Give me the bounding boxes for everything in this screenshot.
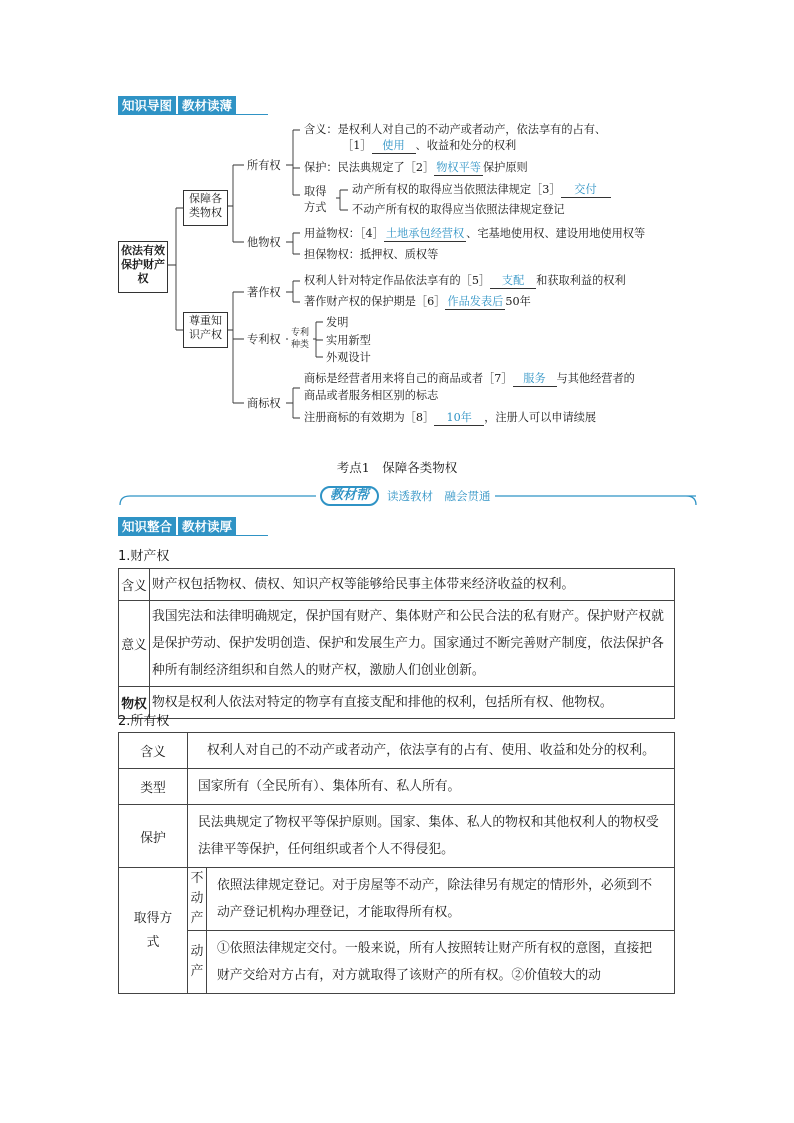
tag-left: 知识整合 bbox=[118, 517, 176, 536]
row-value: 国家所有（全民所有）、集体所有、私人所有。 bbox=[188, 769, 675, 805]
table-row bbox=[119, 687, 675, 719]
answer-4: 土地承包经营权 bbox=[385, 227, 465, 240]
tag-left: 知识导图 bbox=[118, 96, 176, 115]
root-node: 依法有效保护财产权 bbox=[118, 241, 168, 293]
tag-right: 教材读薄 bbox=[178, 96, 236, 115]
answer-8: 10年 bbox=[434, 410, 484, 426]
answer-3: 交付 bbox=[561, 182, 611, 198]
answer-6: 作品发表后 bbox=[447, 295, 504, 308]
table-row bbox=[119, 868, 675, 931]
knowledge-integration-tag bbox=[118, 517, 236, 536]
property-rights-table bbox=[118, 568, 675, 719]
protection-line: 保护：民法典规定了［2］ 物权平等 保护原则 bbox=[304, 161, 528, 174]
row-key: 类型 bbox=[119, 769, 188, 805]
row-value: 民法典规定了物权平等保护原则。国家、集体、私人的物权和其他权利人的物权受法律平等保护，任何组织或者个人不得侵犯。 bbox=[188, 805, 675, 868]
table-row bbox=[119, 733, 675, 769]
banner-badge: 教材帮 bbox=[320, 486, 379, 506]
ownership-label: 所有权 bbox=[247, 159, 281, 172]
row-value: 依照法律规定登记。对于房屋等不动产，除法律另有规定的情形外，必须到不动产登记机构办理登记，才能取得所有权。 bbox=[207, 868, 675, 931]
table-row bbox=[119, 931, 675, 994]
row-value: 财产权包括物权、债权、知识产权等能够给民事主体带来经济收益的权利。 bbox=[150, 569, 675, 601]
row-key: 含义 bbox=[119, 569, 150, 601]
row-value: 物权是权利人依法对特定的物享有直接支配和排他的权利，包括所有权、他物权。 bbox=[150, 687, 675, 719]
branch-property-rights: 保障各类物权 bbox=[183, 190, 228, 226]
table-row bbox=[119, 769, 675, 805]
meaning-line-2: ［1］ 使用 、收益和处分的权利 bbox=[342, 139, 517, 152]
row-key: 取得方式 bbox=[119, 868, 188, 994]
patent-type-2: 实用新型 bbox=[326, 334, 371, 347]
copyright-line-1: 权利人针对特定作品依法享有的［5］ 支配 和获取利益的权利 bbox=[304, 274, 626, 287]
banner-subtitle: 读透教材 融会贯通 bbox=[387, 489, 491, 503]
row-key: 保护 bbox=[119, 805, 188, 868]
trademark-line-2: 商品或者服务相区别的标志 bbox=[304, 389, 439, 402]
patent-type-1: 发明 bbox=[326, 316, 349, 329]
property-rights-heading: 1.财产权 bbox=[118, 549, 170, 564]
row-value: 权利人对自己的不动产或者动产，依法享有的占有、使用、收益和处分的权利。 bbox=[188, 733, 675, 769]
sub-key-immovable: 不动产 bbox=[188, 868, 207, 931]
tag-right: 教材读厚 bbox=[178, 517, 236, 536]
ownership-heading: 2.所有权 bbox=[118, 714, 170, 729]
table-row bbox=[119, 601, 675, 687]
copyright-label: 著作权 bbox=[247, 286, 281, 299]
sub-key-movable: 动产 bbox=[188, 931, 207, 994]
patent-label: 专利权 bbox=[247, 333, 281, 346]
row-key: 物权 bbox=[119, 687, 150, 719]
answer-1: 使用 bbox=[372, 138, 416, 154]
security-line: 担保物权：抵押权、质权等 bbox=[304, 248, 439, 261]
row-key: 意义 bbox=[119, 601, 150, 687]
usufruct-line: 用益物权：［4］ 土地承包经营权 、宅基地使用权、建设用地使用权等 bbox=[304, 227, 646, 240]
trademark-line-1: 商标是经营者用来将自己的商品或者［7］ 服务 与其他经营者的 bbox=[304, 372, 635, 385]
patent-types-label: 专利种类 bbox=[290, 328, 309, 350]
acquire-movable: 动产所有权的取得应当依照法律规定［3］ 交付 bbox=[352, 182, 611, 198]
table-row bbox=[119, 569, 675, 601]
row-key: 含义 bbox=[119, 733, 188, 769]
copyright-line-2: 著作财产权的保护期是［6］ 作品发表后 50年 bbox=[304, 295, 531, 308]
row-value: ①依照法律规定交付。一般来说，所有人按照转让财产所有权的意图，直接把财产交给对方占有，对方就取得了该财产的所有权。②价值较大的动 bbox=[207, 931, 675, 994]
banner-label bbox=[316, 486, 495, 506]
branch-ip-rights: 尊重知识产权 bbox=[183, 312, 228, 348]
ownership-table bbox=[118, 732, 675, 994]
answer-5: 支配 bbox=[490, 273, 536, 289]
other-rights-label: 他物权 bbox=[247, 236, 281, 249]
acquire-immovable: 不动产所有权的取得应当依照法律规定登记 bbox=[352, 203, 565, 216]
tag-underline bbox=[118, 535, 268, 536]
section-title: 考点1 保障各类物权 bbox=[336, 460, 458, 475]
trademark-label: 商标权 bbox=[247, 397, 281, 410]
table-row bbox=[119, 805, 675, 868]
patent-type-3: 外观设计 bbox=[326, 351, 371, 364]
meaning-line-1: 含义：是权利人对自己的不动产或者动产，依法享有的占有、 bbox=[304, 123, 607, 136]
answer-2: 物权平等 bbox=[436, 161, 481, 174]
trademark-line-3: 注册商标的有效期为［8］ 10年 ，注册人可以申请续展 bbox=[304, 411, 597, 424]
acquire-label: 取得 方式 bbox=[304, 185, 327, 214]
answer-7: 服务 bbox=[513, 371, 557, 387]
row-value: 我国宪法和法律明确规定，保护国有财产、集体财产和公民合法的私有财产。保护财产权就是保护劳动、保护发明创造、保护和发展生产力。国家通过不断完善财产制度，依法保护各种所有制经济组织和自然人的财产权，激励人们创业创新。 bbox=[150, 601, 675, 687]
